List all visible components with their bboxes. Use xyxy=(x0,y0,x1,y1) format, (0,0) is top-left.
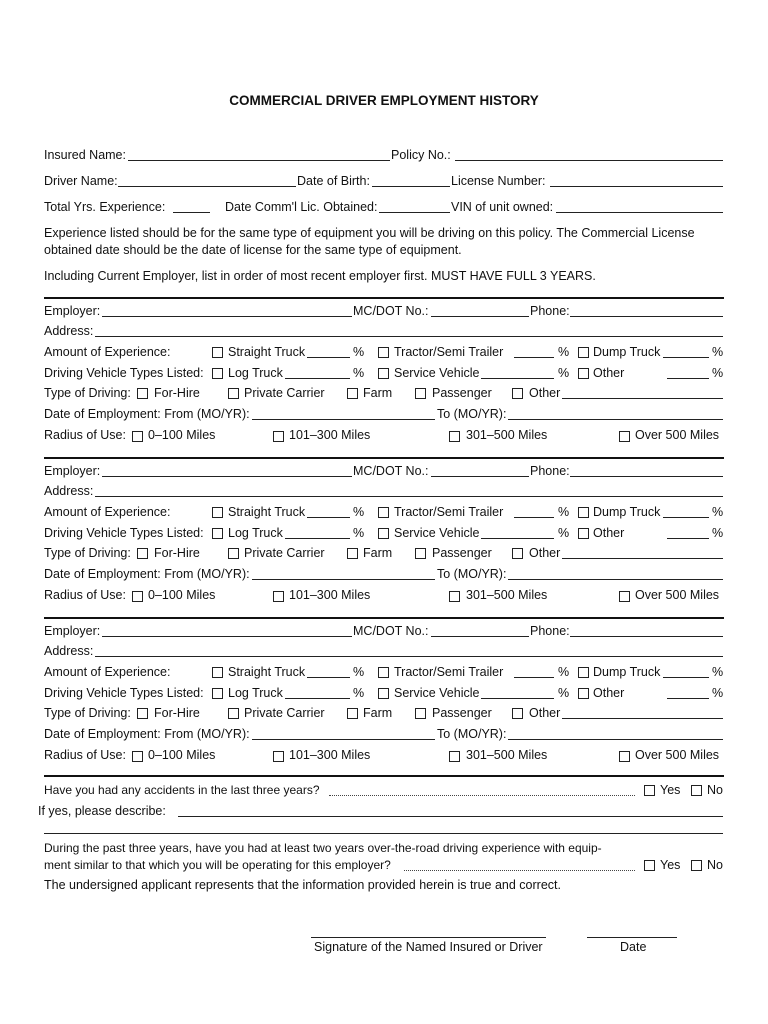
farm-label: Farm xyxy=(363,386,393,400)
section-divider xyxy=(44,457,724,459)
radius-101-300-checkbox[interactable] xyxy=(273,751,284,762)
percent-sign: % xyxy=(558,526,570,540)
type-other-label: Other xyxy=(529,706,561,720)
section-divider xyxy=(44,617,724,619)
tractor-checkbox[interactable] xyxy=(378,347,389,358)
employer-label: Employer: xyxy=(44,304,101,318)
other-vehicle-checkbox[interactable] xyxy=(578,528,589,539)
straight-truck-percent-field[interactable] xyxy=(307,677,350,678)
log-truck-label: Log Truck xyxy=(228,366,283,380)
instructions-paragraph: Experience listed should be for the same type of equipment you will be driving on this policy. The Commercial License obtained date should be the date of license for the same type of equipment. xyxy=(44,226,695,257)
address-label: Address: xyxy=(44,484,94,498)
type-other-field[interactable] xyxy=(562,718,723,719)
percent-sign: % xyxy=(712,505,724,519)
percent-sign: % xyxy=(353,686,365,700)
service-vehicle-percent-field[interactable] xyxy=(481,538,554,539)
passenger-label: Passenger xyxy=(432,706,492,720)
percent-sign: % xyxy=(558,366,570,380)
signature-label: Signature of the Named Insured or Driver xyxy=(314,940,543,954)
percent-sign: % xyxy=(712,686,724,700)
straight-truck-label: Straight Truck xyxy=(228,345,306,359)
accidents-no-checkbox[interactable] xyxy=(691,785,702,796)
date-from-field[interactable] xyxy=(252,579,435,580)
percent-sign: % xyxy=(353,366,365,380)
percent-sign: % xyxy=(558,665,570,679)
percent-sign: % xyxy=(712,526,724,540)
license-number-label: License Number: xyxy=(451,174,546,188)
percent-sign: % xyxy=(712,665,724,679)
dump-truck-label: Dump Truck xyxy=(593,345,661,359)
private-carrier-label: Private Carrier xyxy=(244,706,325,720)
private-carrier-label: Private Carrier xyxy=(244,386,325,400)
straight-truck-checkbox[interactable] xyxy=(212,347,223,358)
percent-sign: % xyxy=(353,505,365,519)
mcdot-label: MC/DOT No.: xyxy=(353,624,429,638)
date-from-field[interactable] xyxy=(252,419,435,420)
service-vehicle-checkbox[interactable] xyxy=(378,688,389,699)
radius-101-300-checkbox[interactable] xyxy=(273,431,284,442)
radius-101-300-label: 101–300 Miles xyxy=(289,748,371,762)
otr-yes-checkbox[interactable] xyxy=(644,860,655,871)
other-vehicle-percent-field[interactable] xyxy=(667,538,709,539)
driver-name-label: Driver Name: xyxy=(44,174,118,188)
date-comm-lic-label: Date Comm'l Lic. Obtained: xyxy=(225,200,378,214)
for-hire-checkbox[interactable] xyxy=(137,548,148,559)
otr-no-label: No xyxy=(707,858,723,872)
section-divider xyxy=(44,775,724,777)
date-comm-lic-field[interactable] xyxy=(379,212,450,213)
other-vehicle-checkbox[interactable] xyxy=(578,688,589,699)
percent-sign: % xyxy=(558,345,570,359)
accidents-question: Have you had any accidents in the last three years? xyxy=(44,783,320,797)
radius-0-100-checkbox[interactable] xyxy=(132,431,143,442)
driving-types-label: Driving Vehicle Types Listed: xyxy=(44,366,204,380)
tractor-label: Tractor/Semi Trailer xyxy=(394,345,504,359)
type-of-driving-label: Type of Driving: xyxy=(44,706,131,720)
vin-label: VIN of unit owned: xyxy=(451,200,554,214)
service-vehicle-checkbox[interactable] xyxy=(378,368,389,379)
other-vehicle-label: Other xyxy=(593,686,625,700)
passenger-checkbox[interactable] xyxy=(415,708,426,719)
phone-field[interactable] xyxy=(570,636,723,637)
date-to-field[interactable] xyxy=(508,419,723,420)
date-to-field[interactable] xyxy=(508,739,723,740)
type-other-checkbox[interactable] xyxy=(512,708,523,719)
straight-truck-label: Straight Truck xyxy=(228,665,306,679)
log-truck-percent-field[interactable] xyxy=(285,378,350,379)
log-truck-percent-field[interactable] xyxy=(285,698,350,699)
radius-label: Radius of Use: xyxy=(44,428,126,442)
for-hire-label: For-Hire xyxy=(154,546,200,560)
straight-truck-percent-field[interactable] xyxy=(307,517,350,518)
straight-truck-checkbox[interactable] xyxy=(212,667,223,678)
radius-0-100-checkbox[interactable] xyxy=(132,751,143,762)
dump-truck-label: Dump Truck xyxy=(593,505,661,519)
dump-truck-checkbox[interactable] xyxy=(578,507,589,518)
percent-sign: % xyxy=(558,686,570,700)
radius-0-100-checkbox[interactable] xyxy=(132,591,143,602)
radius-301-500-checkbox[interactable] xyxy=(449,431,460,442)
service-vehicle-label: Service Vehicle xyxy=(394,366,480,380)
signature-field[interactable] xyxy=(311,937,546,938)
describe-label: If yes, please describe: xyxy=(38,804,166,818)
radius-over-500-label: Over 500 Miles xyxy=(635,748,720,762)
radius-301-500-label: 301–500 Miles xyxy=(466,748,548,762)
employer-field[interactable] xyxy=(102,316,352,317)
other-vehicle-label: Other xyxy=(593,366,625,380)
signature-date-field[interactable] xyxy=(587,937,677,938)
vin-field[interactable] xyxy=(556,212,723,213)
amount-label: Amount of Experience: xyxy=(44,345,171,359)
address-label: Address: xyxy=(44,644,94,658)
driver-name-field[interactable] xyxy=(118,186,296,187)
amount-label: Amount of Experience: xyxy=(44,665,171,679)
type-other-label: Other xyxy=(529,386,561,400)
accidents-no-label: No xyxy=(707,783,723,797)
date-from-label: Date of Employment: From (MO/YR): xyxy=(44,407,250,421)
mcdot-field[interactable] xyxy=(431,476,529,477)
radius-over-500-label: Over 500 Miles xyxy=(635,428,720,442)
leader-dots xyxy=(404,870,635,871)
total-yrs-label: Total Yrs. Experience: xyxy=(44,200,166,214)
radius-0-100-label: 0–100 Miles xyxy=(148,428,216,442)
passenger-label: Passenger xyxy=(432,546,492,560)
accidents-yes-label: Yes xyxy=(660,783,681,797)
address-field[interactable] xyxy=(95,496,723,497)
radius-301-500-checkbox[interactable] xyxy=(449,591,460,602)
for-hire-checkbox[interactable] xyxy=(137,708,148,719)
type-other-field[interactable] xyxy=(562,558,723,559)
date-to-label: To (MO/YR): xyxy=(437,727,507,741)
dump-truck-checkbox[interactable] xyxy=(578,347,589,358)
radius-301-500-checkbox[interactable] xyxy=(449,751,460,762)
otr-yes-label: Yes xyxy=(660,858,681,872)
radius-101-300-label: 101–300 Miles xyxy=(289,428,371,442)
log-truck-checkbox[interactable] xyxy=(212,528,223,539)
employer-label: Employer: xyxy=(44,624,101,638)
phone-field[interactable] xyxy=(570,476,723,477)
radius-101-300-label: 101–300 Miles xyxy=(289,588,371,602)
tractor-label: Tractor/Semi Trailer xyxy=(394,665,504,679)
employer-field[interactable] xyxy=(102,636,352,637)
tractor-checkbox[interactable] xyxy=(378,507,389,518)
farm-label: Farm xyxy=(363,706,393,720)
otr-question-line-2: ment similar to that which you will be operating for this employer? xyxy=(44,858,391,872)
radius-301-500-label: 301–500 Miles xyxy=(466,588,548,602)
form-title: COMMERCIAL DRIVER EMPLOYMENT HISTORY xyxy=(229,93,539,108)
phone-label: Phone: xyxy=(530,624,570,638)
mcdot-label: MC/DOT No.: xyxy=(353,304,429,318)
signature-date-label: Date xyxy=(620,940,647,954)
dump-truck-checkbox[interactable] xyxy=(578,667,589,678)
straight-truck-label: Straight Truck xyxy=(228,505,306,519)
employer-field[interactable] xyxy=(102,476,352,477)
service-vehicle-label: Service Vehicle xyxy=(394,686,480,700)
phone-field[interactable] xyxy=(570,316,723,317)
radius-101-300-checkbox[interactable] xyxy=(273,591,284,602)
passenger-label: Passenger xyxy=(432,386,492,400)
private-carrier-checkbox[interactable] xyxy=(228,548,239,559)
percent-sign: % xyxy=(353,665,365,679)
employer-label: Employer: xyxy=(44,464,101,478)
type-other-field[interactable] xyxy=(562,398,723,399)
log-truck-checkbox[interactable] xyxy=(212,368,223,379)
date-from-label: Date of Employment: From (MO/YR): xyxy=(44,727,250,741)
farm-checkbox[interactable] xyxy=(347,548,358,559)
dump-truck-percent-field[interactable] xyxy=(663,357,709,358)
address-field[interactable] xyxy=(95,656,723,657)
type-other-checkbox[interactable] xyxy=(512,388,523,399)
insured-name-label: Insured Name: xyxy=(44,148,126,162)
service-vehicle-percent-field[interactable] xyxy=(481,698,554,699)
service-vehicle-checkbox[interactable] xyxy=(378,528,389,539)
phone-label: Phone: xyxy=(530,464,570,478)
dob-label: Date of Birth: xyxy=(297,174,370,188)
type-other-checkbox[interactable] xyxy=(512,548,523,559)
dob-field[interactable] xyxy=(372,186,450,187)
passenger-checkbox[interactable] xyxy=(415,388,426,399)
section-divider xyxy=(44,297,724,299)
type-of-driving-label: Type of Driving: xyxy=(44,386,131,400)
log-truck-checkbox[interactable] xyxy=(212,688,223,699)
mcdot-label: MC/DOT No.: xyxy=(353,464,429,478)
otr-no-checkbox[interactable] xyxy=(691,860,702,871)
dump-truck-label: Dump Truck xyxy=(593,665,661,679)
radius-over-500-label: Over 500 Miles xyxy=(635,588,720,602)
private-carrier-checkbox[interactable] xyxy=(228,388,239,399)
service-vehicle-label: Service Vehicle xyxy=(394,526,480,540)
other-vehicle-checkbox[interactable] xyxy=(578,368,589,379)
tractor-percent-field[interactable] xyxy=(514,677,554,678)
date-from-field[interactable] xyxy=(252,739,435,740)
date-to-label: To (MO/YR): xyxy=(437,407,507,421)
type-of-driving-label: Type of Driving: xyxy=(44,546,131,560)
log-truck-label: Log Truck xyxy=(228,526,283,540)
for-hire-checkbox[interactable] xyxy=(137,388,148,399)
farm-checkbox[interactable] xyxy=(347,708,358,719)
address-field[interactable] xyxy=(95,336,723,337)
radius-label: Radius of Use: xyxy=(44,748,126,762)
for-hire-label: For-Hire xyxy=(154,706,200,720)
tractor-label: Tractor/Semi Trailer xyxy=(394,505,504,519)
radius-0-100-label: 0–100 Miles xyxy=(148,748,216,762)
describe-field-line-2[interactable] xyxy=(44,833,723,834)
service-vehicle-percent-field[interactable] xyxy=(481,378,554,379)
percent-sign: % xyxy=(353,526,365,540)
straight-truck-percent-field[interactable] xyxy=(307,357,350,358)
date-to-field[interactable] xyxy=(508,579,723,580)
driving-types-label: Driving Vehicle Types Listed: xyxy=(44,526,204,540)
leader-dots xyxy=(329,795,635,796)
straight-truck-checkbox[interactable] xyxy=(212,507,223,518)
farm-label: Farm xyxy=(363,546,393,560)
dump-truck-percent-field[interactable] xyxy=(663,517,709,518)
describe-field[interactable] xyxy=(178,816,723,817)
date-from-label: Date of Employment: From (MO/YR): xyxy=(44,567,250,581)
mcdot-field[interactable] xyxy=(431,316,529,317)
amount-label: Amount of Experience: xyxy=(44,505,171,519)
other-vehicle-label: Other xyxy=(593,526,625,540)
license-number-field[interactable] xyxy=(550,186,723,187)
address-label: Address: xyxy=(44,324,94,338)
date-to-label: To (MO/YR): xyxy=(437,567,507,581)
log-truck-percent-field[interactable] xyxy=(285,538,350,539)
instructions-order: Including Current Employer, list in order of most recent employer first. MUST HAVE FULL 3 YEARS. xyxy=(44,269,596,283)
tractor-percent-field[interactable] xyxy=(514,357,554,358)
other-vehicle-percent-field[interactable] xyxy=(667,378,709,379)
phone-label: Phone: xyxy=(530,304,570,318)
farm-checkbox[interactable] xyxy=(347,388,358,399)
type-other-label: Other xyxy=(529,546,561,560)
percent-sign: % xyxy=(712,345,724,359)
mcdot-field[interactable] xyxy=(431,636,529,637)
accidents-yes-checkbox[interactable] xyxy=(644,785,655,796)
radius-over-500-checkbox[interactable] xyxy=(619,431,630,442)
other-vehicle-percent-field[interactable] xyxy=(667,698,709,699)
radius-over-500-checkbox[interactable] xyxy=(619,591,630,602)
insured-name-field[interactable] xyxy=(128,160,390,161)
for-hire-label: For-Hire xyxy=(154,386,200,400)
radius-over-500-checkbox[interactable] xyxy=(619,751,630,762)
otr-question-line-1: During the past three years, have you had at least two years over-the-road driving experience with equip- xyxy=(44,841,602,855)
percent-sign: % xyxy=(558,505,570,519)
tractor-percent-field[interactable] xyxy=(514,517,554,518)
driving-types-label: Driving Vehicle Types Listed: xyxy=(44,686,204,700)
total-yrs-field[interactable] xyxy=(173,212,210,213)
radius-301-500-label: 301–500 Miles xyxy=(466,428,548,442)
tractor-checkbox[interactable] xyxy=(378,667,389,678)
policy-no-field[interactable] xyxy=(455,160,723,161)
passenger-checkbox[interactable] xyxy=(415,548,426,559)
radius-0-100-label: 0–100 Miles xyxy=(148,588,216,602)
percent-sign: % xyxy=(712,366,724,380)
attestation-text: The undersigned applicant represents that the information provided herein is true and correct. xyxy=(44,878,561,892)
private-carrier-checkbox[interactable] xyxy=(228,708,239,719)
policy-no-label: Policy No.: xyxy=(391,148,451,162)
log-truck-label: Log Truck xyxy=(228,686,283,700)
radius-label: Radius of Use: xyxy=(44,588,126,602)
dump-truck-percent-field[interactable] xyxy=(663,677,709,678)
private-carrier-label: Private Carrier xyxy=(244,546,325,560)
percent-sign: % xyxy=(353,345,365,359)
